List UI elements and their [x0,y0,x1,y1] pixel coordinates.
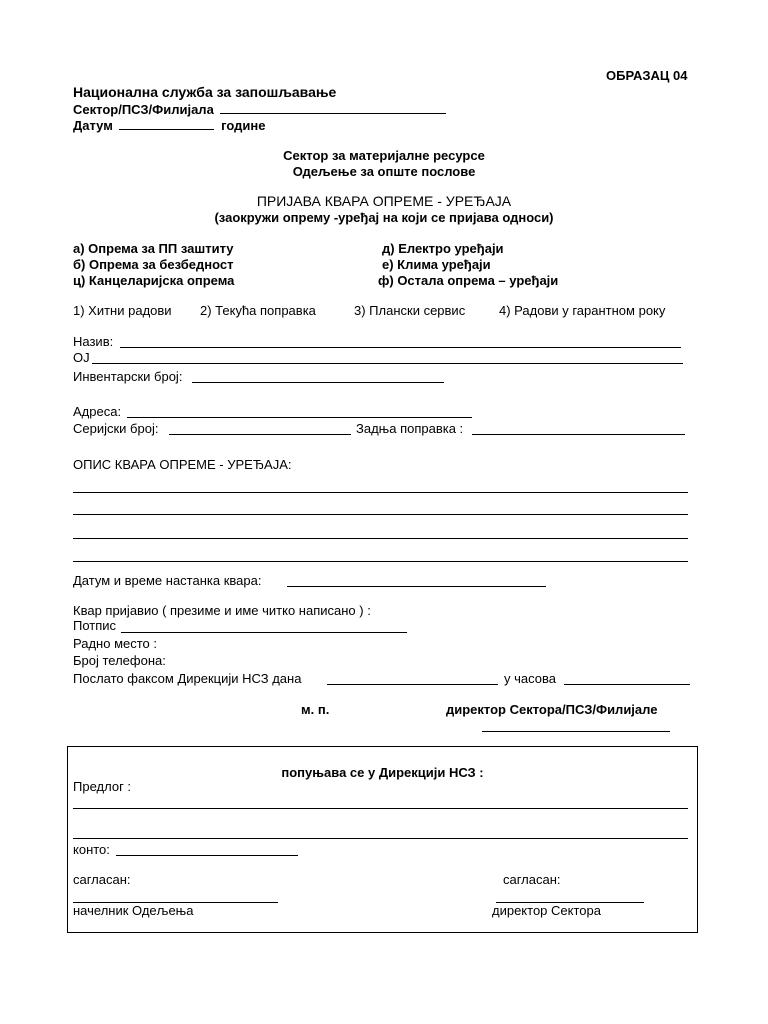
fax-sent-label: Послато факсом Дирекцији НСЗ дана [73,671,302,686]
occurrence-label: Датум и време настанка квара: [73,573,262,588]
equipment-option-e[interactable]: е) Клима уређаји [382,257,491,272]
konto-field[interactable] [116,855,298,856]
oj-label: ОЈ [73,350,90,365]
year-word: године [221,118,266,133]
dept-line-2: Одељење за опште послове [292,164,476,179]
agreed-left-label: сагласан: [73,872,131,887]
last-repair-field[interactable] [472,434,685,435]
proposal-label: Предлог : [73,779,132,794]
at-hours-label: у часова [504,671,556,686]
sector-director-label: директор Сектора [492,903,601,918]
form-code: ОБРАЗАЦ 04 [606,68,688,83]
work-type-urgent[interactable]: 1) Хитни радови [73,303,172,318]
address-label: Адреса: [73,404,122,419]
sector-label [73,101,446,118]
reported-by-label: Квар пријавио ( презиме и име читко написано ) : [73,603,371,618]
equipment-option-b[interactable]: б) Опрема за безбедност [73,257,234,272]
description-line-2[interactable] [73,514,688,515]
director-signature-field[interactable] [482,731,670,732]
description-line-3[interactable] [73,538,688,539]
fax-hours-field[interactable] [564,684,690,685]
last-repair-label: Задња поправка : [356,421,464,436]
organization-name: Национална служба за запошљавање [73,84,337,100]
equipment-option-c[interactable]: ц) Канцеларијска опрема [73,273,235,288]
signature-label: Потпис [73,618,117,633]
date-blank[interactable] [119,117,214,130]
inventory-label: Инвентарски број: [73,369,183,384]
description-line-1[interactable] [73,492,688,493]
agreed-right-label: сагласан: [503,872,561,887]
box-heading: попуњава се у Дирекцији НСЗ : [281,765,484,780]
director-label: директор Сектора/ПСЗ/Филијале [446,702,658,717]
position-label: Радно место : [73,636,158,651]
sector-blank[interactable] [220,101,446,114]
stamp-label: м. п. [301,702,330,717]
date-label-text: Датум [73,118,113,133]
description-line-4[interactable] [73,561,688,562]
occurrence-field[interactable] [287,586,546,587]
equipment-option-f[interactable]: ф) Остала опрема – уређаји [378,273,559,288]
name-field[interactable] [120,347,681,348]
address-field[interactable] [127,417,472,418]
inventory-field[interactable] [192,382,444,383]
dept-line-1: Сектор за материјалне ресурсе [283,148,485,163]
work-type-planned-service[interactable]: 3) Плански сервис [354,303,466,318]
description-label: ОПИС КВАРА ОПРЕМЕ - УРЕЂАЈА: [73,457,292,472]
equipment-option-a[interactable]: а) Опрема за ПП заштиту [73,241,234,256]
work-type-warranty[interactable]: 4) Радови у гарантном року [499,303,666,318]
sector-label-text: Сектор/ПСЗ/Филијала [73,102,214,117]
form-title: ПРИЈАВА КВАРА ОПРЕМЕ - УРЕЂАЈА [256,193,512,209]
work-type-current-repair[interactable]: 2) Текућа поправка [200,303,316,318]
form-subtitle: (заокружи опрему -уређај на који се пријава односи) [214,210,554,225]
serial-field[interactable] [169,434,351,435]
fax-date-field[interactable] [327,684,498,685]
date-label [73,117,265,134]
serial-label: Серијски број: [73,421,159,436]
signature-field[interactable] [121,632,407,633]
proposal-line-2[interactable] [73,838,688,839]
chief-label: начелник Одељења [73,903,194,918]
proposal-line-1[interactable] [73,808,688,809]
oj-field[interactable] [92,363,683,364]
name-label: Назив: [73,334,114,349]
equipment-option-d[interactable]: д) Електро уређаји [382,241,504,256]
phone-label: Број телефона: [73,653,166,668]
konto-label: конто: [73,842,110,857]
